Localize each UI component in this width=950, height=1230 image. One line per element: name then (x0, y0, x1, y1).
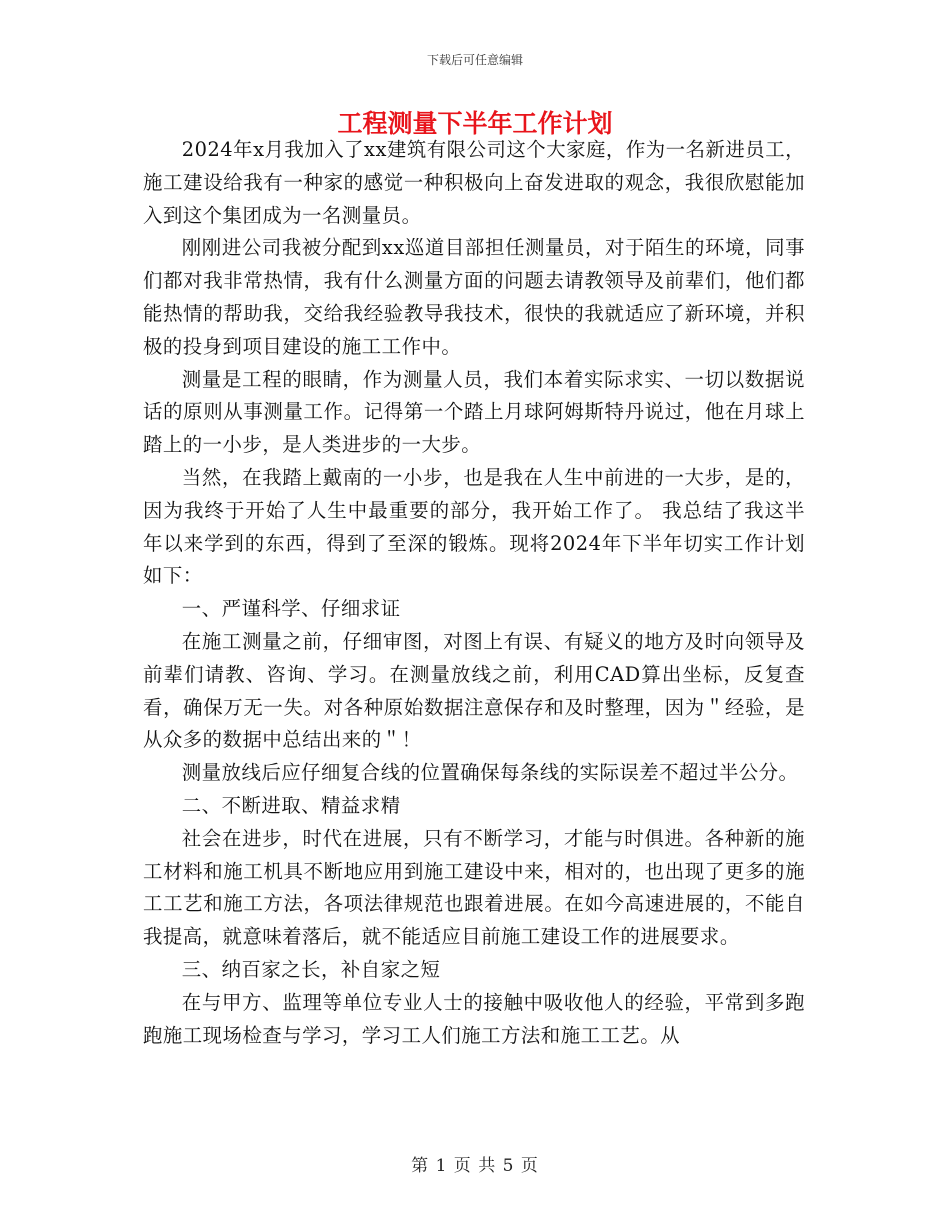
paragraph-assignment: 刚刚进公司我被分配到xx巡道目部担任测量员，对于陌生的环境，同事们都对我非常热情，我有什么测量方面的问题去请教领导及前辈们，他们都能热情的帮助我，交给我经验教导我技术，很快的我就适应了新环境，并积极的投身到项目建设的施工工作中。 (143, 236, 805, 358)
section-heading-2: 二、不断进取、精益求精 (181, 793, 401, 817)
section-heading-1: 一、严谨科学、仔细求证 (181, 597, 401, 621)
paragraph-section-3: 在与甲方、监理等单位专业人士的接触中吸收他人的经验，平常到多跑跑施工现场检查与学习，学习工人们施工方法和施工工艺。从 (143, 990, 805, 1047)
section-heading-3: 三、纳百家之长，补自家之短 (181, 957, 441, 981)
page-footer: 第 1 页 共 5 页 (411, 1156, 539, 1176)
document-body (143, 134, 805, 1052)
document-title: 工程测量下半年工作计划 (337, 109, 613, 138)
page-header: 下载后可任意编辑 (426, 53, 523, 67)
paragraph-section-1: 在施工测量之前，仔细审图，对图上有误、有疑义的地方及时向领导及前辈们请教、咨询、学习。在测量放线之前，利用CAD算出坐标，反复查看，确保万无一失。对各种原始数据注意保存和及时整理，因为＂经验，是从众多的数据中总结出来的＂！ (143, 629, 805, 752)
paragraph-section-2: 社会在进步，时代在进展，只有不断学习，才能与时俱进。各种新的施工材料和施工机具不断地应用到施工建设中来，相对的，也出现了更多的施工工艺和施工方法，各项法律规范也跟着进展。在如今高速进展的，不能自我提高，就意味着落后，就不能适应目前施工建设工作的进展要求。 (143, 826, 805, 949)
paragraph-section-1-note: 测量放线后应仔细复合线的位置确保每条线的实际误差不超过半公分。 (181, 761, 799, 785)
paragraph-principle: 测量是工程的眼睛，作为测量人员，我们本着实际求实、一切以数据说话的原则从事测量工作。记得第一个踏上月球阿姆斯特丹说过，他在月球上踏上的一小步，是人类进步的一大步。 (143, 367, 805, 457)
paragraph-intro: 2024年x月我加入了xx建筑有限公司这个大家庭，作为一名新进员工，施工建设给我有一种家的感觉一种积极向上奋发进取的观念，我很欣慰能加入到这个集团成为一名测量员。 (143, 138, 805, 227)
paragraph-plan-intro: 当然，在我踏上戴南的一小步，也是我在人生中前进的一大步，是的，因为我终于开始了人生中最重要的部分，我开始工作了。 我总结了我这半年以来学到的东西，得到了至深的锻炼。现将2024年下半年切实工作计划如下： (143, 465, 805, 588)
